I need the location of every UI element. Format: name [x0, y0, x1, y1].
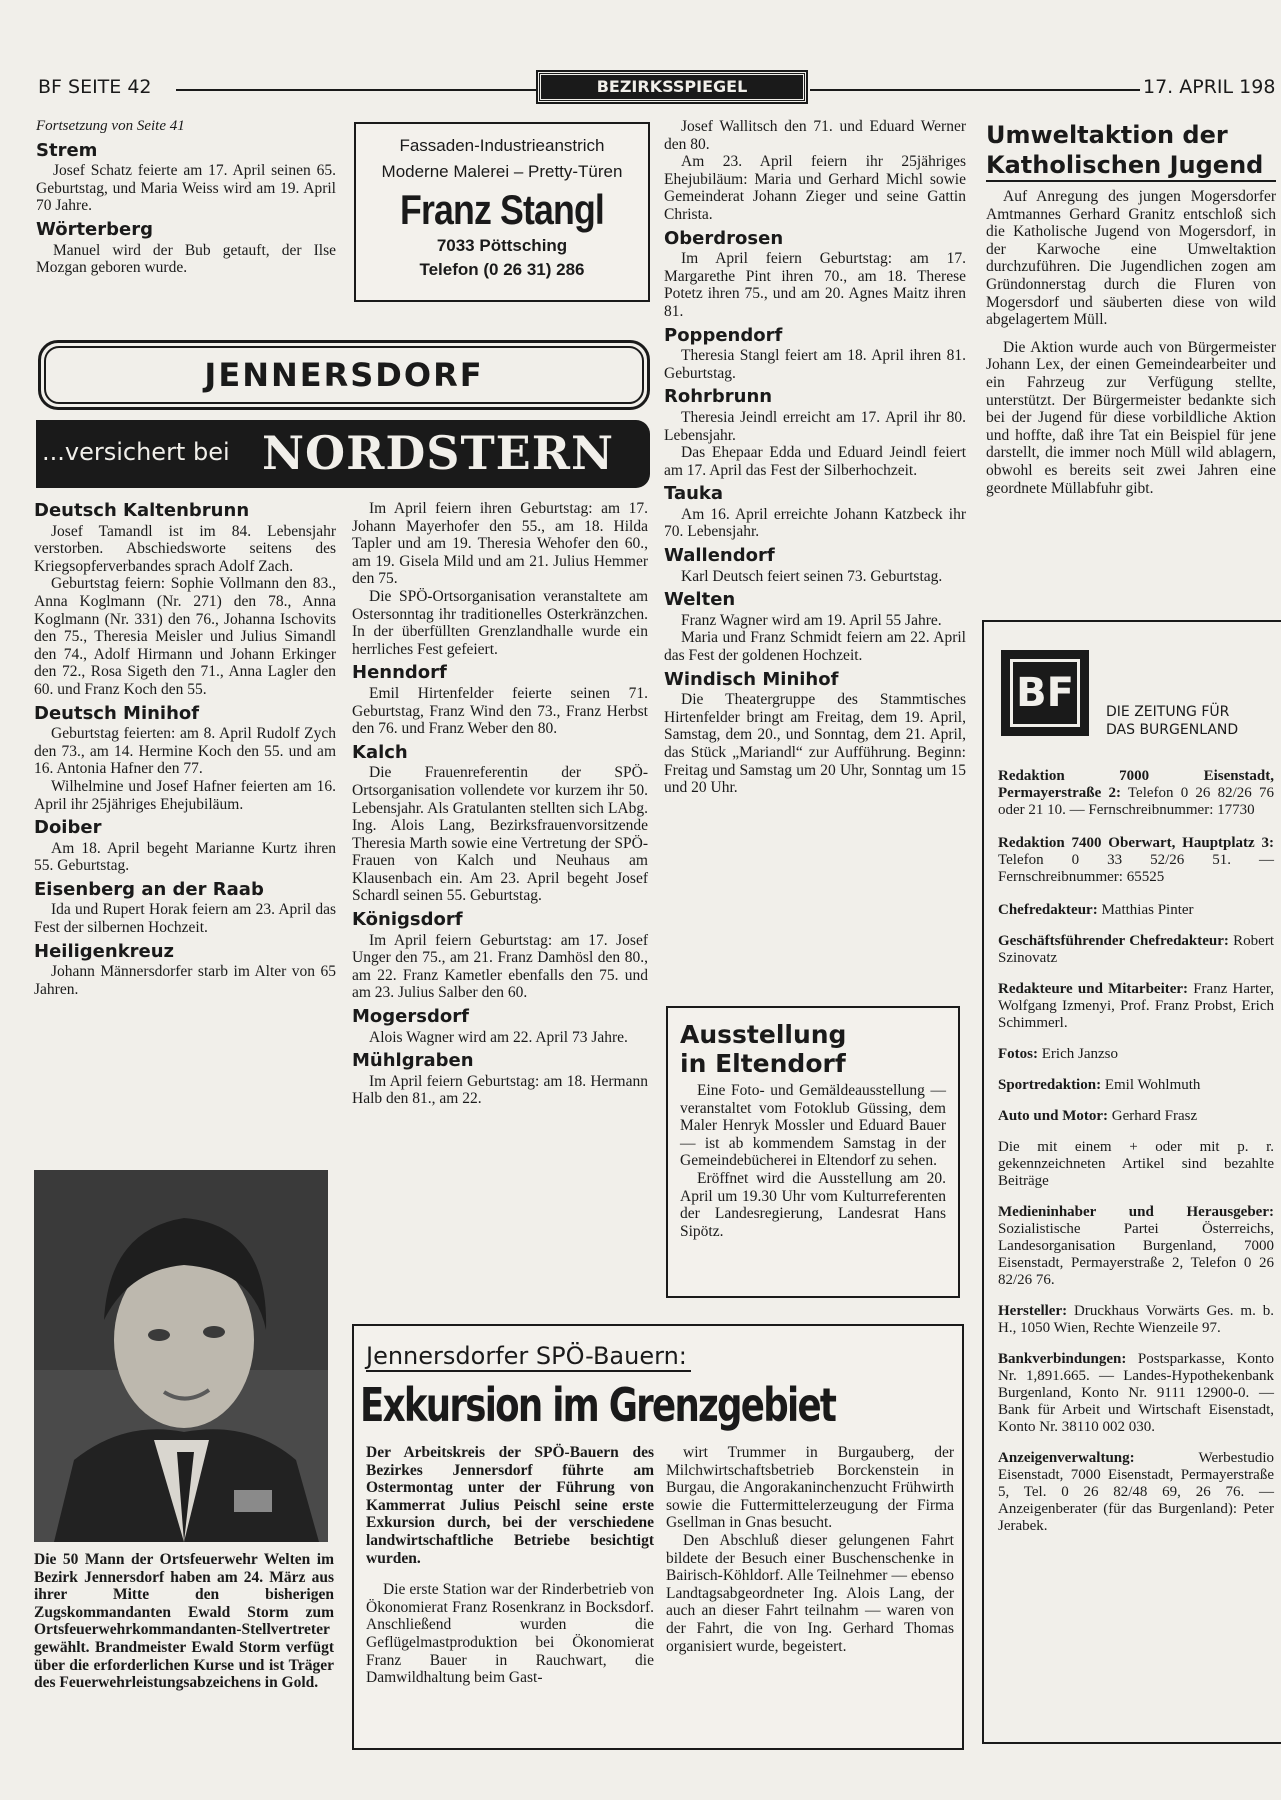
imprint-label: Bankverbindungen:	[998, 1351, 1127, 1367]
article-paragraph: Die erste Station war der Rinderbetrieb von Ökonomierat Franz Rosenkranz in Bocksdorf. Anschließend wurden die Geflügelmastproduktion bei Ökonomierat Franz Bauer in Rauchwart, die Damwildhaltung beim Gast-	[366, 1581, 654, 1687]
umwelt-title2: Katholischen Jugend	[986, 150, 1276, 182]
news-paragraph: Die SPÖ-Ortsorganisation veranstaltete am Ostersonntag ihr traditionelles Osterkränzchen. In der überfüllten Grenzlandhalle wurde ein herrliches Fest gefeiert.	[352, 587, 648, 658]
imprint-text: Telefon 0 26 82/26 76 oder 21 10. — Fernschreibnummer: 17730	[998, 785, 1274, 818]
news-paragraph: Im April feiern Geburtstag: am 17. Margarethe Pint ihren 70., am 18. Therese Potetz ihren 75., und am 20. Agnes Maitz ihren 81.	[664, 250, 966, 320]
news-paragraph: Wilhelmine und Josef Hafner feierten am 16. April ihr 25jähriges Ehejubiläum.	[34, 777, 336, 813]
news-paragraph: Am 16. April erreichte Johann Katzbeck ihr 70. Lebensjahr.	[664, 505, 966, 541]
news-column-c	[664, 118, 966, 797]
imprint-entry	[998, 933, 1274, 967]
exkursion-kicker: Jennersdorfer SPÖ-Bauern:	[366, 1342, 691, 1372]
imprint-text: Telefon 0 33 52/26 51. — Fernschreibnummer: 65525	[998, 852, 1274, 885]
imprint-text: Die mit einem + oder mit p. r. gekennzeichneten Artikel sind bezahlte Beiträge	[998, 1139, 1274, 1189]
place-heading: Eisenberg an der Raab	[34, 878, 264, 900]
imprint-label: Redakteure und Mitarbeiter:	[998, 981, 1189, 997]
insurance-brand: NORDSTERN	[262, 426, 615, 480]
place-heading: Kalch	[352, 741, 408, 763]
news-paragraph: Am 23. April feiern ihr 25jähriges Ehejubiläum: Maria und Gerhard Michl sowie Gemeinderat Johann Zieger und seine Gattin Christa.	[664, 153, 966, 223]
imprint-label: Geschäftsführender Chefredakteur:	[998, 933, 1229, 949]
imprint-entry	[998, 902, 1274, 919]
ad-town: 7033 Pöttsching	[436, 236, 568, 255]
news-paragraph: Die Frauenreferentin der SPÖ-Ortsorganisation vollendete vor kurzem ihr 50. Lebensjahr. Als Gratulanten stellten sich LAbg. Ing. Alois Lang, Bezirksfrauenvorsitzende Theresia Marth sowie eine Vertretung der SPÖ-Frauen von Kalch und Neuhaus am Klausenbach ein. Am 23. April begeht Josef Schardl seinen 55. Geburtstag.	[352, 764, 648, 905]
page-label: BF SEITE 42	[38, 76, 152, 98]
place-heading: Wallendorf	[664, 545, 775, 567]
imprint-entry	[998, 1077, 1274, 1094]
news-paragraph: Maria und Franz Schmidt feiern am 22. April das Fest der goldenen Hochzeit.	[664, 629, 966, 665]
tagline1: DIE ZEITUNG FÜR	[1106, 704, 1230, 720]
photo-caption	[34, 1551, 334, 1692]
place-heading: Heiligenkreuz	[34, 940, 175, 962]
news-paragraph: Im April feiern ihren Geburtstag: am 17. Johann Mayerhofer den 55., am 18. Hilda Tapler und am 19. Theresia Wehofer den 60., am 19. Gisela Mild und am 21. Julius Hemmer den 75.	[352, 500, 648, 588]
firefighter-photo	[34, 1170, 328, 1542]
umwelt-title1: Umweltaktion der	[986, 121, 1228, 149]
news-paragraph: Josef Schatz feierte am 17. April seinen 65. Geburtstag, und Maria Weiss wird am 19. April 70 Jahre.	[36, 162, 336, 215]
imprint-text: Sozialistische Partei Österreichs, Landesorganisation Burgenland, 7000 Eisenstadt, Permayerstraße 2, Telefon 0 26 82/26 76.	[998, 1221, 1274, 1288]
imprint-text: Erich Janzso	[1038, 1046, 1118, 1062]
photo-caption-text: Die 50 Mann der Ortsfeuerwehr Welten im Bezirk Jennersdorf haben am 24. März aus ihrer Mitte den bisherigen Zugskommandanten Ewald Storm zum Ortsfeuerwehrkommandanten-Stellvertreter gewählt. Brandmeister Ewald Storm verfügt über die erforderlichen Kurse und ist Träger des Feuerwehrleistungsabzeichens in Gold.	[34, 1551, 334, 1692]
imprint-entry	[998, 1139, 1274, 1190]
imprint-entry	[998, 1303, 1274, 1337]
article-paragraph: Den Abschluß dieser gelungenen Fahrt bildete der Besuch einer Buschenschenke in Bairisch-Köhldorf. Alle Teilnehmer — ebenso Landtagsabgeordneter Ing. Alois Lang, der auch an dieser Fahrt teilnahm — waren von der Fahrt, die von Ing. Gerhard Thomas organisiert wurde, begeistert.	[666, 1531, 954, 1655]
imprint-text: Robert Szinovatz	[998, 933, 1274, 966]
place-heading: Oberdrosen	[664, 227, 784, 249]
article-paragraph: Der Arbeitskreis der SPÖ-Bauern des Bezirkes Jennersdorf führte am Ostermontag unter der Führung von Kammerrat Julius Peischl seine erste Exkursion durch, bei der verschiedene landwirtschaftliche Betriebe besichtigt wurden.	[366, 1444, 654, 1567]
imprint-entry	[998, 1108, 1274, 1125]
article-paragraph: Eine Foto- und Gemäldeausstellung — veranstaltet vom Fotoklub Güssing, dem Maler Henryk Mossler und Eduard Bauer — ist ab kommendem Samstag in der Gemeindebücherei in Eltendorf zu sehen.	[680, 1082, 946, 1170]
news-paragraph: Josef Wallitsch den 71. und Eduard Werner den 80.	[664, 118, 966, 153]
exkursion-box	[352, 1324, 964, 1750]
tagline2: DAS BURGENLAND	[1106, 722, 1239, 738]
imprint-entry	[998, 835, 1274, 886]
news-paragraph: Josef Tamandl ist im 84. Lebensjahr verstorben. Abschiedsworte seitens des Kriegsopferverbandes sprach Adolf Zach.	[34, 522, 336, 575]
imprint-label: Sportredaktion:	[998, 1077, 1102, 1093]
place-heading: Mogersdorf	[352, 1006, 469, 1028]
insurance-bar	[36, 420, 650, 488]
news-column-a	[34, 496, 336, 998]
news-paragraph: Geburtstag feierten: am 8. April Rudolf Zych den 73., am 14. Hermine Koch den 55. und am 16. Antonia Hafner den 77.	[34, 725, 336, 778]
section-label: BEZIRKSSPIEGEL	[538, 72, 806, 102]
imprint-entry	[998, 1351, 1274, 1436]
insurance-prefix: ...versichert bei	[42, 438, 230, 466]
imprint-text: Gerhard Frasz	[1108, 1108, 1198, 1124]
news-paragraph: Theresia Stangl feiert am 18. April ihren 81. Geburtstag.	[664, 347, 966, 382]
news-paragraph: Alois Wagner wird am 22. April 73 Jahre.	[369, 1028, 628, 1046]
ausstellung-title1: Ausstellung	[680, 1020, 847, 1049]
ad-franz-stangl	[354, 122, 650, 302]
ad-line2: Moderne Malerei – Pretty-Türen	[381, 162, 623, 181]
imprint-label: Redaktion 7400 Oberwart, Hauptplatz 3:	[998, 835, 1274, 851]
bf-logo: BF	[1001, 650, 1089, 736]
news-paragraph: Franz Wagner wird am 19. April 55 Jahre.	[681, 611, 942, 629]
news-paragraph: Manuel wird der Bub getauft, der Ilse Mozgan geboren wurde.	[36, 241, 336, 277]
ad-company-name: Franz Stangl	[399, 186, 605, 233]
article-paragraph: Die Aktion wurde auch von Bürgermeister Johann Lex, der einen Gemeindearbeiter und ein Fahrzeug zur Verfügung stellte, unterstützt. Der Bürgermeister bedankte sich bei der Jugend für diese vorbildliche Aktion und hoffte, daß ihre Tat ein Beispiel für jene darstellt, die immer noch Müll wild ablagern, obwohl es bereits seit zwei Jahren eine geordnete Müllabfuhr gibt.	[986, 338, 1276, 497]
place-heading: Strem	[36, 139, 98, 161]
imprint-text: Werbestudio Eisenstadt, 7000 Eisenstadt, Permayerstraße 5, Tel. 0 26 82/48 69, 26 76. — Anzeigenberater (für das Burgenland): Peter Jerabek.	[998, 1450, 1274, 1534]
article-paragraph: wirt Trummer in Burgauberg, der Milchwirtschaftsbetrieb Borckenstein in Burgau, die Angorakaninchenzucht Frühwirth sowie die Futtermittelerzeugung der Firma Gsellman in Gnas besucht.	[666, 1444, 954, 1532]
imprint-label: Chefredakteur:	[998, 902, 1098, 918]
ad-phone: Telefon (0 26 31) 286	[419, 260, 585, 279]
imprint-label: Redaktion 7000 Eisenstadt, Permayerstraße 2:	[998, 768, 1274, 801]
article-paragraph: Eröffnet wird die Ausstellung am 20. April um 19.30 Uhr vom Kulturreferenten der Landesregierung, Landesrat Hans Sipötz.	[680, 1169, 946, 1240]
news-paragraph: Emil Hirtenfelder feierte seinen 71. Geburtstag, Franz Wind den 73., Franz Herbst den 76. und Franz Weber den 80.	[352, 684, 648, 738]
news-paragraph: Ida und Rupert Horak feiern am 23. April das Fest der silbernen Hochzeit.	[34, 901, 336, 937]
place-heading: Königsdorf	[352, 909, 463, 931]
news-paragraph: Im April feiern Geburtstag: am 17. Josef Unger den 75., am 21. Franz Damhösl den 80., am 22. Franz Kametler ebenfalls den 75. und am 23. Julius Salber den 60.	[352, 931, 648, 1002]
news-paragraph: Karl Deutsch feiert seinen 73. Geburtstag.	[681, 567, 943, 585]
news-paragraph: Die Theatergruppe des Stammtisches Hirtenfelder bringt am Freitag, dem 19. April, Samstag, dem 20., und Sonntag, dem 21. April, das Stück „Mariandl“ zur Aufführung. Beginn: Freitag und Samstag um 20 Uhr, Sonntag um 15 und 20 Uhr.	[664, 691, 966, 797]
exkursion-right-col	[666, 1444, 954, 1655]
header-rule-right	[810, 89, 1140, 91]
imprint-box	[982, 620, 1281, 1744]
place-heading: Mühlgraben	[352, 1050, 474, 1072]
place-heading: Tauka	[664, 483, 724, 505]
news-column-b	[352, 500, 648, 1108]
place-heading: Deutsch Minihof	[34, 702, 200, 724]
place-heading: Doiber	[34, 817, 102, 839]
imprint-entry	[998, 1450, 1274, 1535]
imprint-entry	[998, 981, 1274, 1032]
district-banner	[38, 340, 650, 410]
news-paragraph: Im April feiern Geburtstag: am 18. Hermann Halb den 81., am 22.	[352, 1072, 648, 1108]
ausstellung-box	[666, 1006, 960, 1298]
place-heading: Welten	[664, 589, 736, 611]
news-paragraph: Geburtstag feiern: Sophie Vollmann den 83., Anna Koglmann (Nr. 271) den 78., Anna Koglmann (Nr. 331) den 76., Johanna Ischovits den 75., Theresia Meisler und Julius Simandl den 74., Adolf Hirmann und Johann Erkinger den 72., Rosa Sigeth den 71., Anna Lagler den 60. und Franz Koch den 55.	[34, 575, 336, 698]
issue-date: 17. APRIL 198	[1143, 76, 1276, 98]
portrait-image	[34, 1170, 328, 1542]
ad-line1: Fassaden-Industrieanstrich	[399, 136, 605, 155]
exkursion-left-col	[366, 1444, 654, 1687]
imprint-text: Matthias Pinter	[1097, 902, 1194, 918]
news-paragraph: Theresia Jeindl erreicht am 17. April ihr 80. Lebensjahr.	[664, 408, 966, 444]
imprint-text: Franz Harter, Wolfgang Izmenyi, Prof. Franz Probst, Erich Schimmerl.	[998, 981, 1274, 1031]
header-rule-left	[176, 89, 536, 91]
district-name: JENNERSDORF	[44, 346, 644, 404]
news-paragraph: Johann Männersdorfer starb im Alter von 65 Jahren.	[34, 963, 336, 998]
imprint-text: Postsparkasse, Konto Nr. 1,891.665. — Landes-Hypothekenbank Burgenland, Konto Nr. 9111 12900-0. — Bank für Arbeit und Wirtschaft Eisenstadt, Konto Nr. 38110 002 030.	[998, 1351, 1274, 1435]
imprint-label: Auto und Motor:	[998, 1108, 1109, 1124]
imprint-label: Medieninhaber und Herausgeber:	[998, 1204, 1274, 1220]
umwelt-article	[986, 120, 1276, 507]
news-paragraph: Am 18. April begeht Marianne Kurtz ihren 55. Geburtstag.	[34, 839, 336, 875]
imprint-label: Fotos:	[998, 1046, 1038, 1062]
imprint-text: Druckhaus Vorwärts Ges. m. b. H., 1050 Wien, Rechte Wienzeile 97.	[998, 1303, 1274, 1336]
place-heading: Wörterberg	[36, 218, 153, 240]
article-paragraph: Auf Anregung des jungen Mogersdorfer Amtmannes Gerhard Granitz entschloß sich die Katholische Jugend von Mogersdorf, in der Karwoche eine Umweltaktion durchzuführen. Die Jugendlichen zogen am Gründonnerstag durch die Fluren von Mogersdorf und säuberten diese von wild abgelagertem Müll.	[986, 188, 1276, 329]
place-heading: Poppendorf	[664, 324, 783, 346]
exkursion-title: Exkursion im Grenzgebiet	[360, 1378, 836, 1432]
imprint-text: Emil Wohlmuth	[1101, 1077, 1201, 1093]
imprint-label: Hersteller:	[998, 1303, 1068, 1319]
place-heading: Henndorf	[352, 662, 447, 684]
place-heading: Deutsch Kaltenbrunn	[34, 500, 250, 521]
imprint-entry	[998, 1204, 1274, 1289]
news-paragraph: Das Ehepaar Edda und Eduard Jeindl feiert am 17. April das Fest der Silberhochzeit.	[664, 444, 966, 479]
place-heading: Rohrbrunn	[664, 386, 773, 408]
imprint-entries	[998, 768, 1274, 1549]
continuation-note: Fortsetzung von Seite 41	[36, 118, 185, 134]
imprint-entry	[998, 768, 1274, 819]
place-heading: Windisch Minihof	[664, 668, 839, 690]
ausstellung-title2: in Eltendorf	[680, 1049, 846, 1078]
col1-top-news	[36, 118, 336, 277]
imprint-entry	[998, 1046, 1274, 1063]
imprint-label: Anzeigenverwaltung:	[998, 1450, 1135, 1466]
